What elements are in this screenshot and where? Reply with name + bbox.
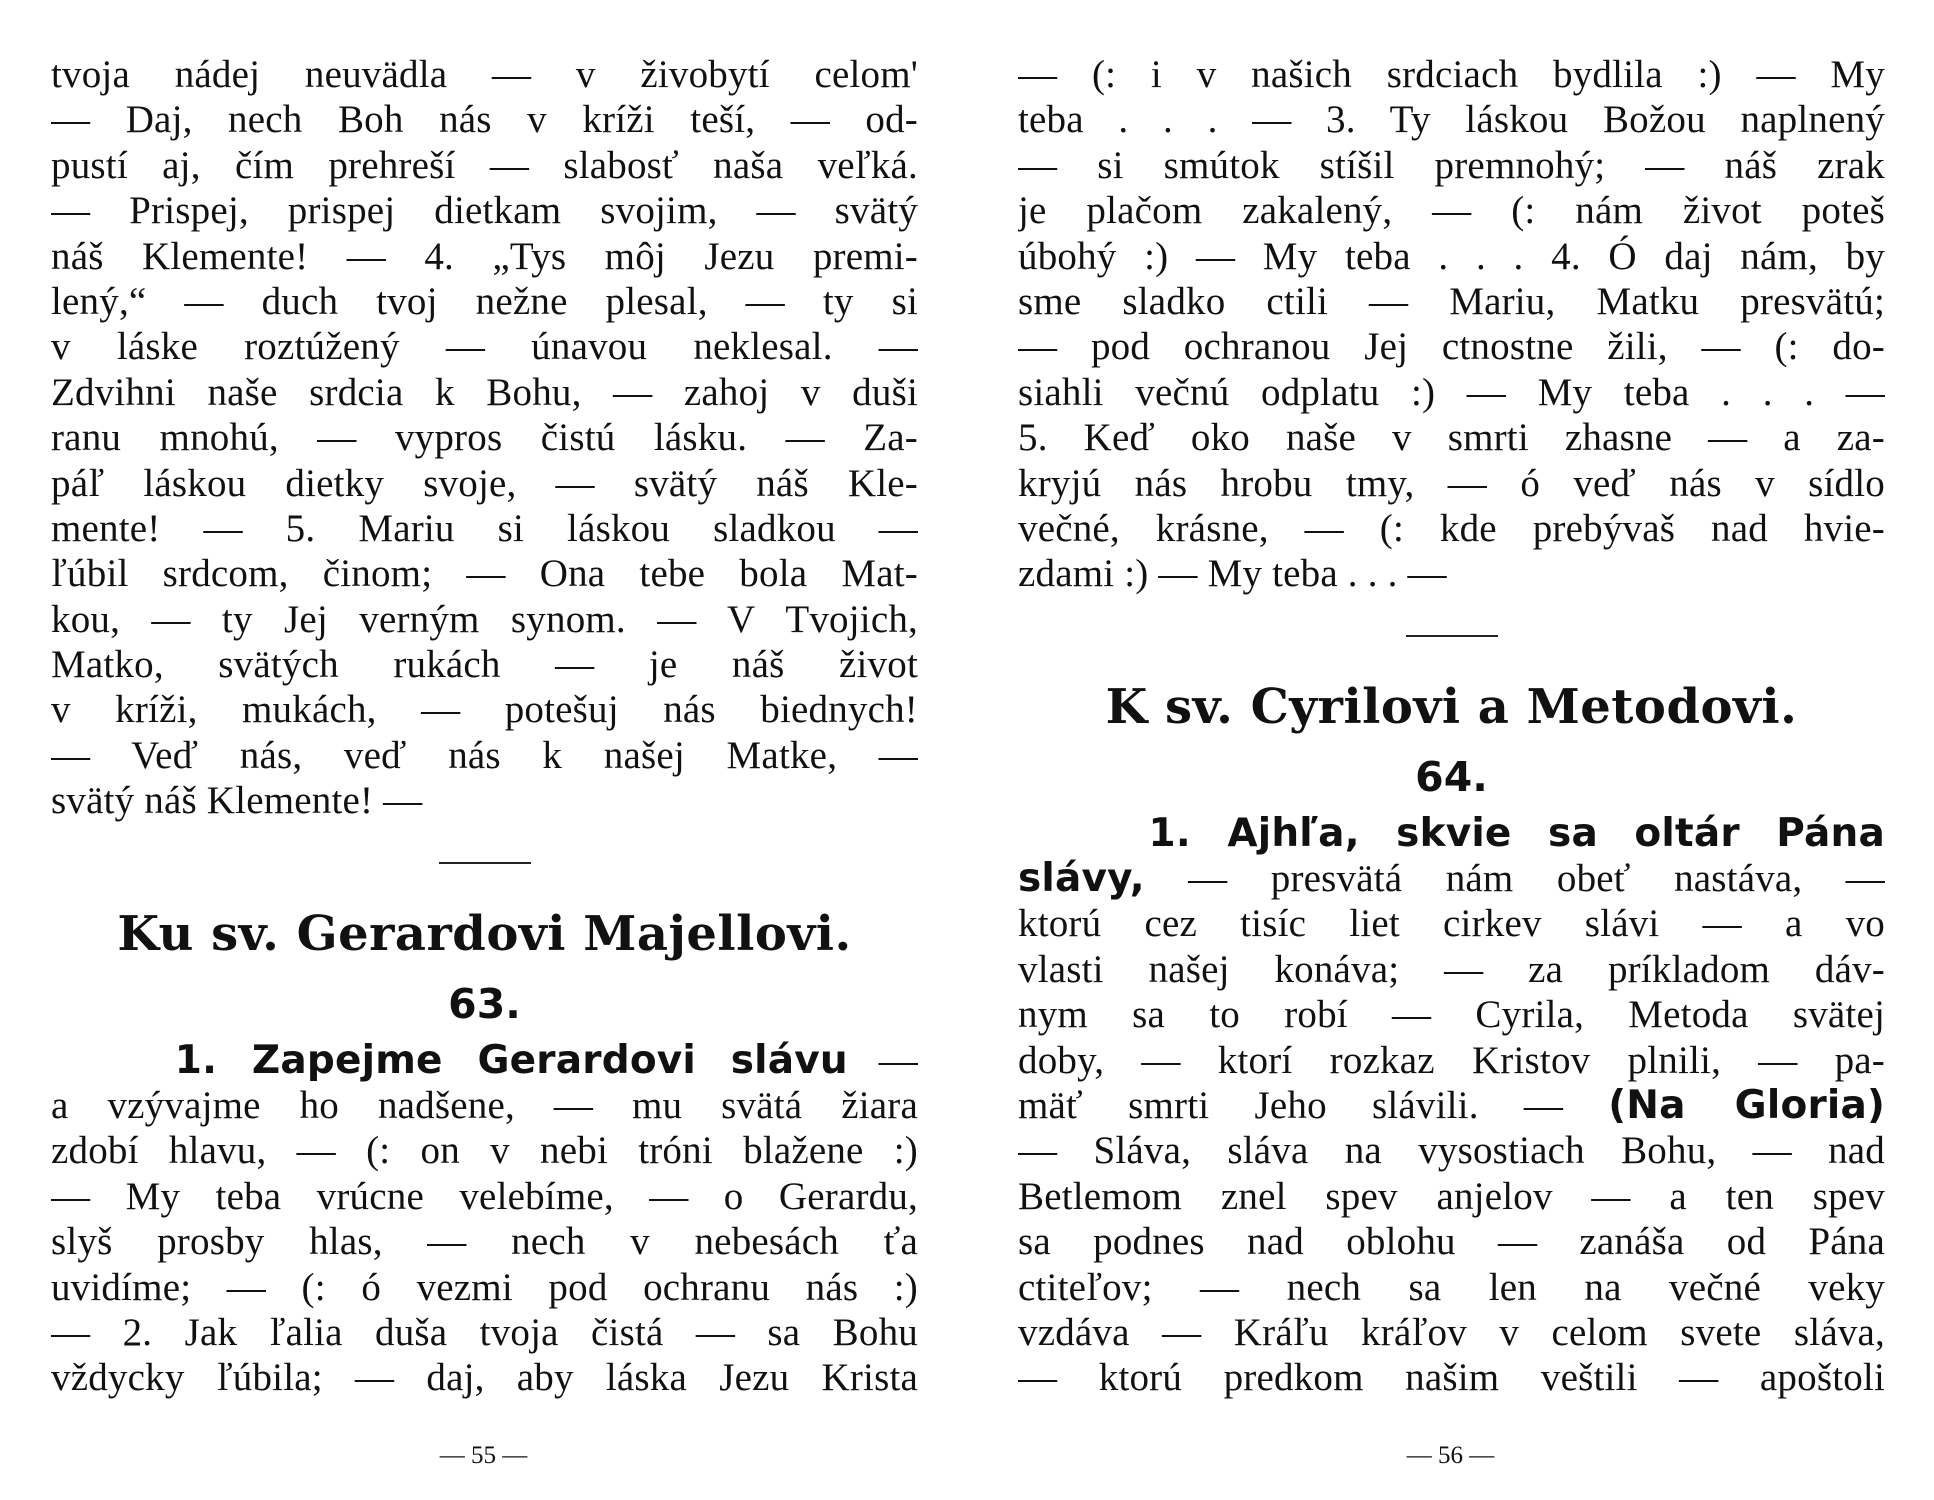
verse-first-line (1018, 811, 1885, 856)
text-line: zdobí hlavu, — (: on v nebi tróni blažene :) (51, 1129, 918, 1173)
text-line: ktorú cez tisíc liet cirkev slávi — a vo (1018, 902, 1885, 946)
text-line: — ktorú predkom našim veštili — apoštoli (1018, 1356, 1885, 1400)
text-line: večné, krásne, — (: kde prebývaš nad hvie- (1018, 506, 1885, 550)
text-line: v kríži, mukách, — potešuj nás biednych! (51, 688, 918, 732)
right-page (967, 0, 1934, 1500)
verse-first-line (51, 1038, 918, 1083)
text-line: svätý náš Klemente! — (51, 779, 423, 823)
text-line: zdami :) — My teba . . . — (1018, 552, 1447, 596)
text-line: v láske roztúžený — únavou neklesal. — (51, 325, 918, 369)
text-line: mente! — 5. Mariu si láskou sladkou — (51, 506, 918, 550)
text-line: — My teba vrúcne velebíme, — o Gerardu, (51, 1174, 918, 1218)
text-line: 5. Keď oko naše v smrti zhasne — a za- (1018, 416, 1885, 460)
text-line: ranu mnohú, — vypros čistú lásku. — Za- (51, 416, 918, 460)
text-line: doby, — ktorí rozkaz Kristov plnili, — pa- (1018, 1038, 1885, 1082)
text-line: páľ láskou dietky svoje, — svätý náš Kle- (51, 461, 918, 505)
text-line: slyš prosby hlas, — nech v nebesách ťa (51, 1220, 918, 1264)
verse-text: — presvätá nám obeť nastáva, — (1144, 857, 1885, 901)
text-line: siahli večnú odplatu :) — My teba . . . — (1018, 370, 1885, 414)
text-line: kryjú nás hrobu tmy, — ó veď nás v sídlo (1018, 461, 1885, 505)
text-line: vlasti našej konáva; — za príkladom dáv- (1018, 947, 1885, 991)
text-line: kou, — ty Jej verným synom. — V Tvojich, (51, 597, 918, 641)
text-line: je plačom zakalený, — (: nám život poteš (1018, 189, 1885, 233)
text-line: tvoja nádej neuvädla — v živobytí celom' (51, 53, 918, 96)
text-line: sme sladko ctili — Mariu, Matku presvätú; (1018, 279, 1885, 323)
verse-incipit-rest: — (847, 1038, 918, 1082)
hymn-number: 63. (448, 979, 521, 1028)
text-line: vždycky ľúbila; — daj, aby láska Jezu Krista (51, 1356, 918, 1400)
gloria-line (1018, 1083, 1885, 1128)
text-line: teba . . . — 3. Ty láskou Božou naplnený (1018, 98, 1885, 142)
verse-second-line (1018, 856, 1885, 901)
text-line: — Veď nás, veď nás k našej Matke, — (51, 733, 918, 777)
gloria-cue: (Na Gloria) (1608, 1083, 1885, 1129)
text-line: Matko, svätých rukách — je náš život (51, 643, 918, 687)
text-line: — Sláva, sláva na vysostiach Bohu, — nad (1018, 1129, 1885, 1173)
text-line: — si smútok stíšil premnohý; — náš zrak (1018, 143, 1885, 187)
text-line: nym sa to robí — Cyrila, Metoda svätej (1018, 993, 1885, 1037)
text-line: Zdvihni naše srdcia k Bohu, — zahoj v duši (51, 370, 918, 414)
verse-incipit-continued: slávy, (1018, 856, 1145, 902)
text-line: Betlemom znel spev anjelov — a ten spev (1018, 1174, 1885, 1218)
section-divider (1406, 635, 1498, 637)
text-line: — Prispej, prispej dietkam svojim, — svätý (51, 189, 918, 233)
text-line: a vzývajme ho nadšene, — mu svätá žiara (51, 1084, 918, 1128)
hymn-heading: K sv. Cyrilovi a Metodovi. (1105, 678, 1798, 735)
text-line: sa podnes nad oblohu — zanáša od Pána (1018, 1220, 1885, 1264)
verse-incipit: 1. Zapejme Gerardovi slávu (174, 1037, 848, 1083)
text-line: pustí aj, čím prehreší — slabosť naša veľká. (51, 143, 918, 187)
text-line: vzdáva — Kráľu kráľov v celom svete sláva, (1018, 1310, 1885, 1354)
verse-incipit: 1. Ajhľa, skvie sa oltár Pána (1148, 810, 1885, 856)
hymn-number: 64. (1415, 752, 1488, 801)
text-line: lený,“ — duch tvoj nežne plesal, — ty si (51, 279, 918, 323)
hymn-heading: Ku sv. Gerardovi Majellovi. (117, 905, 852, 962)
text-line: — 2. Jak ľalia duša tvoja čistá — sa Bohu (51, 1310, 918, 1354)
right-text-column (1018, 52, 1885, 1401)
page-number: — 55 — (439, 1442, 528, 1469)
text-line: uvidíme; — (: ó vezmi pod ochranu nás :) (51, 1265, 918, 1309)
text-line: — pod ochranou Jej ctnostne žili, — (: do- (1018, 325, 1885, 369)
page-number: — 56 — (1406, 1442, 1495, 1469)
text-line: náš Klemente! — 4. „Tys môj Jezu premi- (51, 234, 918, 278)
section-divider (439, 862, 531, 864)
text-line: ľúbil srdcom, činom; — Ona tebe bola Mat- (51, 552, 918, 596)
text-line: — Daj, nech Boh nás v kríži teší, — od- (51, 98, 918, 142)
verse-text: mäť smrti Jeho slávili. — (1018, 1084, 1609, 1128)
text-line: úbohý :) — My teba . . . 4. Ó daj nám, by (1018, 234, 1885, 278)
left-text-column (51, 52, 918, 1401)
text-line: ctiteľov; — nech sa len na večné veky (1018, 1265, 1885, 1309)
text-line: — (: i v našich srdciach bydlila :) — My (1018, 53, 1885, 96)
